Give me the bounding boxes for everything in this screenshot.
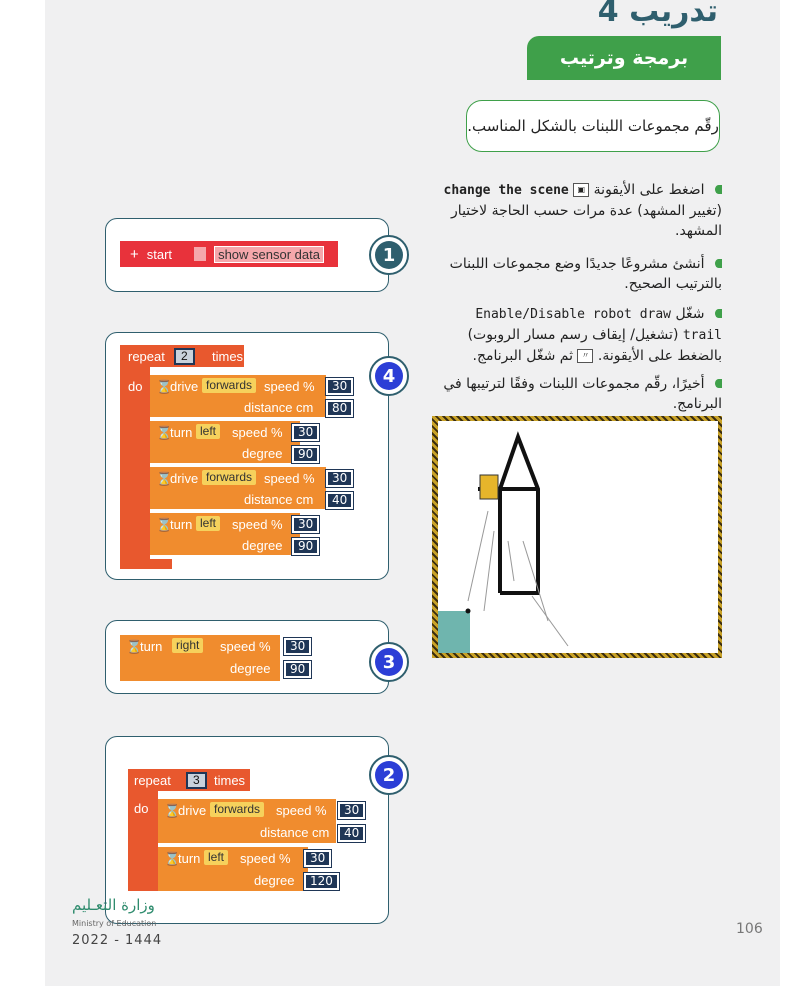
repeat-label: repeat xyxy=(134,773,171,788)
hourglass-icon: ⌛ xyxy=(126,639,143,654)
direction-field[interactable]: right xyxy=(172,638,203,653)
turn-block[interactable]: ⌛ turn left speed % degree xyxy=(150,513,300,555)
direction-field[interactable]: forwards xyxy=(202,378,256,393)
robot-icon xyxy=(480,475,498,499)
direction-field[interactable]: forwards xyxy=(210,802,264,817)
start-label: start xyxy=(146,246,173,262)
times-value[interactable]: 3 xyxy=(186,772,207,789)
hourglass-icon: ⌛ xyxy=(156,425,173,440)
checkbox-icon xyxy=(194,247,206,261)
bullet-icon xyxy=(715,259,722,268)
block-card-4 xyxy=(105,332,389,580)
direction-field[interactable]: left xyxy=(196,424,220,439)
badge-number-3: 3 xyxy=(369,642,409,682)
degree-value[interactable]: 90 xyxy=(292,446,319,463)
academic-year: 2022 - 1444 xyxy=(72,933,163,948)
plus-icon: + xyxy=(130,245,139,263)
turn-block[interactable]: ⌛ turn left speed % degree xyxy=(158,847,308,891)
block-card-1 xyxy=(105,218,389,292)
hourglass-icon: ⌛ xyxy=(164,803,181,818)
speed-value[interactable]: 30 xyxy=(338,802,365,819)
bullet-icon xyxy=(715,309,722,318)
robot-trail-drawing xyxy=(438,421,718,653)
drive-block[interactable]: ⌛ drive forwards speed % distance cm xyxy=(150,375,326,417)
distance-value[interactable]: 40 xyxy=(338,825,365,842)
drive-block[interactable]: ⌛ drive forwards speed % distance cm xyxy=(150,467,326,509)
instruction-4: أخيرًا، رقّم مجموعات اللبنات وفقًا لترتيبها في البرنامج. xyxy=(443,376,722,412)
page-number: 106 xyxy=(736,921,763,937)
bullet-icon xyxy=(715,185,722,194)
badge-number-4: 4 xyxy=(369,356,409,396)
speed-value[interactable]: 30 xyxy=(284,638,311,655)
badge-number-1: 1 xyxy=(369,235,409,275)
badge-number-2: 2 xyxy=(369,755,409,795)
draw-trail-icon: 〃 xyxy=(577,349,593,363)
sensor-rays xyxy=(468,511,568,646)
distance-value[interactable]: 40 xyxy=(326,492,353,509)
times-label: times xyxy=(214,773,246,788)
instruction-2: أنشئ مشروعًا جديدًا وضع مجموعات اللبنات بالترتيب الصحيح. xyxy=(449,256,722,292)
degree-value[interactable]: 90 xyxy=(292,538,319,555)
times-value[interactable]: 2 xyxy=(174,348,195,365)
hourglass-icon: ⌛ xyxy=(156,471,173,486)
sensor-label: show sensor data xyxy=(214,246,324,263)
direction-field[interactable]: left xyxy=(196,516,220,531)
distance-value[interactable]: 80 xyxy=(326,400,353,417)
hourglass-icon: ⌛ xyxy=(164,851,181,866)
repeat-body xyxy=(128,791,158,891)
turn-block[interactable]: ⌛ turn right speed % degree xyxy=(120,635,280,681)
bullet-icon xyxy=(715,379,722,388)
speed-value[interactable]: 30 xyxy=(292,516,319,533)
change-scene-icon: ▣ xyxy=(573,183,589,197)
repeat-foot xyxy=(120,559,172,569)
page-title: تدريب 4 xyxy=(597,0,718,29)
do-label: do xyxy=(128,379,143,394)
times-label: times xyxy=(212,349,244,364)
hourglass-icon: ⌛ xyxy=(156,517,173,532)
section-label: برمجة وترتيب xyxy=(527,36,721,80)
start-block[interactable] xyxy=(120,241,338,267)
repeat-block[interactable] xyxy=(120,345,244,367)
speed-value[interactable]: 30 xyxy=(292,424,319,441)
hourglass-icon: ⌛ xyxy=(156,379,173,394)
repeat-label: repeat xyxy=(128,349,165,364)
block-card-3 xyxy=(105,620,389,694)
task-prompt: رقّم مجموعات اللبنات بالشكل المناسب. xyxy=(466,100,720,152)
repeat-body xyxy=(120,367,150,561)
drive-block[interactable]: ⌛ drive forwards speed % distance cm xyxy=(158,799,336,843)
speed-value[interactable]: 30 xyxy=(304,850,331,867)
robot-scene xyxy=(438,421,718,653)
direction-field[interactable]: left xyxy=(204,850,228,865)
do-label: do xyxy=(134,801,149,816)
start-pad xyxy=(438,611,470,653)
degree-value[interactable]: 90 xyxy=(284,661,311,678)
instruction-3: شغّل Enable/Disable robot draw trail (تشغيل/ إيقاف رسم مسار الروبوت) بالضغط على الأيقونة. 〃 ثم شغّل البرنامج. xyxy=(467,306,722,364)
ministry-logo-text: وزارة التعـليم xyxy=(72,896,155,914)
speed-value[interactable]: 30 xyxy=(326,470,353,487)
ministry-english: Ministry of Education xyxy=(72,919,157,928)
degree-value[interactable]: 120 xyxy=(304,873,339,890)
direction-field[interactable]: forwards xyxy=(202,470,256,485)
repeat-block[interactable] xyxy=(128,769,250,791)
turn-block[interactable]: ⌛ turn left speed % degree xyxy=(150,421,300,463)
speed-value[interactable]: 30 xyxy=(326,378,353,395)
instruction-1: اضغط على الأيقونة ▣ change the scene (تغيير المشهد) عدة مرات حسب الحاجة لاختيار المشهد. xyxy=(443,182,722,239)
